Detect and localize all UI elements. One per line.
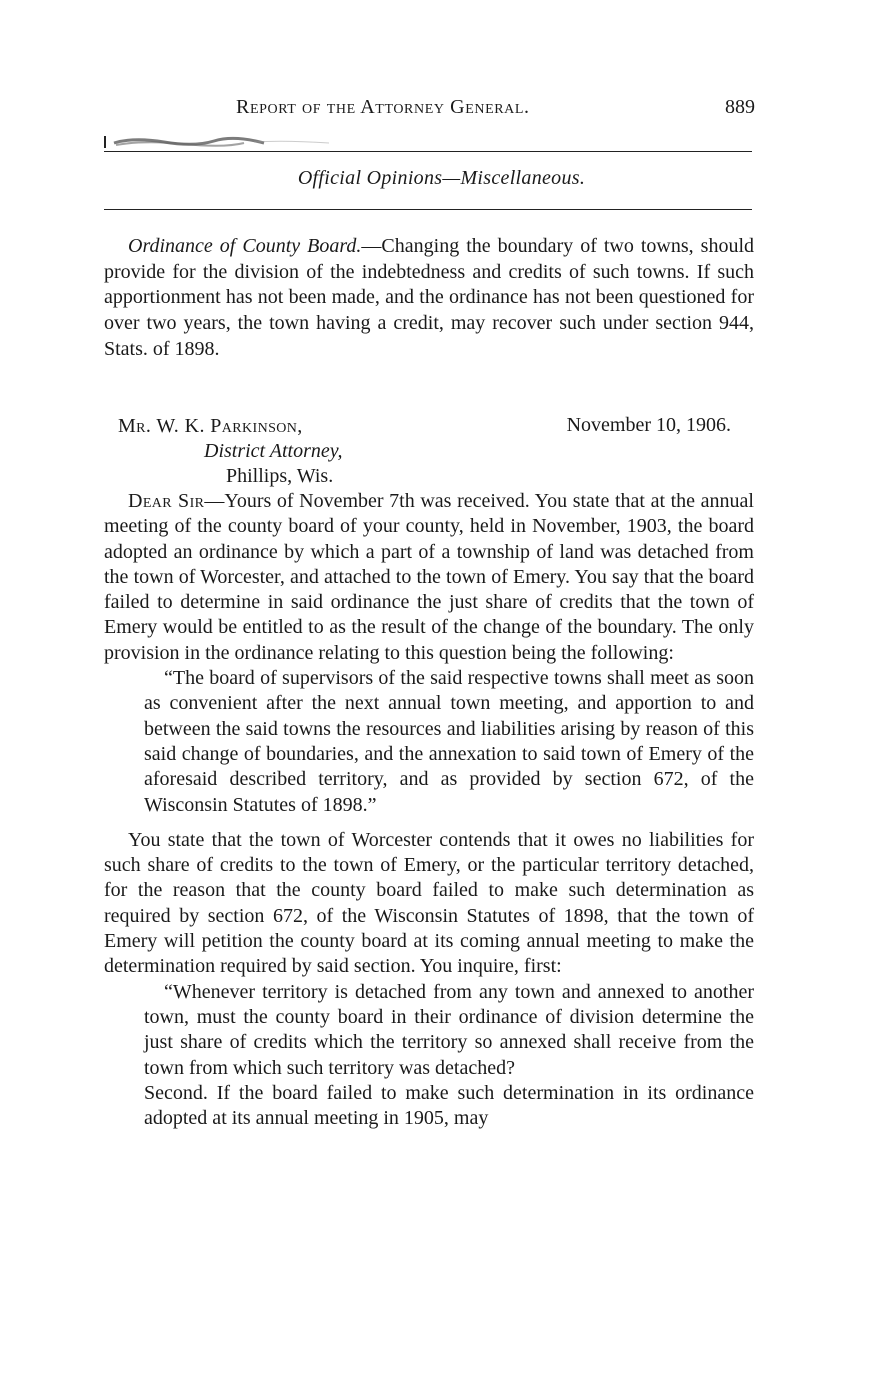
addressee-place: Phillips, Wis. xyxy=(226,465,334,487)
paragraph-1-text: —Yours of November 7th was received. You state that at the annual meeting of the county board of your county, held in November, 1903, the board adopted an ordinance by which a part of a township of land was detached from the town of Worcester, and attached to the town of Emery. You say that the board failed to determine in said ordinance the just share of credits that the town of Emery would be entitled to as the result of the change of the boundary. The only provision in the ordinance relating to this question being the following: xyxy=(104,490,754,664)
syllabus-paragraph xyxy=(104,234,754,363)
header-rule xyxy=(104,151,752,152)
addressee-block xyxy=(118,414,343,489)
section-rule xyxy=(104,209,752,210)
addressee-title: District Attorney, xyxy=(204,440,343,462)
addressee-name: Mr. W. K. Parkinson, xyxy=(118,415,303,437)
block-quote-question: “Whenever territory is detached from any town and annexed to another town, must the county board in their ordinance of division determine the just share of credits which the territory so annexed shall receive from the town from which such territory was detached? xyxy=(144,980,754,1079)
letter-paragraph xyxy=(104,489,754,666)
letter-body xyxy=(104,489,754,1131)
question-second: Second. If the board failed to make such determination in its ordinance adopted at its annual meeting in 1905, may xyxy=(144,1081,754,1130)
syllabus-lead: Ordinance of County Board. xyxy=(128,235,362,257)
syllabus-text: —Changing the boundary of two towns, should provide for the division of the indebtedness and credits of such towns. If such apportionment has not been made, and the ordinance has not been questioned for over two years, the town having a credit, may recover such under section 944, Stats. of 1898. xyxy=(104,235,755,360)
ink-smudge xyxy=(104,134,334,148)
page-number: 889 xyxy=(725,96,755,118)
block-quote-ordinance: “The board of supervisors of the said respective towns shall meet as soon as convenient after the next annual town meeting, and apportion to and between the said towns the resources and liabilities arising by reason of this said change of boundaries, and the annexation to said town of Emery of the aforesaid described territory, and as provided by section 672, of the Wisconsin Statutes of 1898.” xyxy=(144,667,754,816)
salutation: Dear Sir xyxy=(128,490,205,512)
section-title: Official Opinions—Miscellaneous. xyxy=(297,167,586,189)
letter-paragraph-2: You state that the town of Worcester contends that it owes no liabilities for such share of credits to the town of Emery, or the particular territory detached, for the reason that the county board failed to make such determination as required by section 672, of the Wisconsin Statutes of 1898, that the town of Emery will petition the county board at its coming annual meeting to make the determination required by said section. You inquire, first: xyxy=(104,828,754,978)
letter-date: November 10, 1906. xyxy=(566,414,731,436)
running-head: Report of the Attorney General. xyxy=(236,96,530,118)
